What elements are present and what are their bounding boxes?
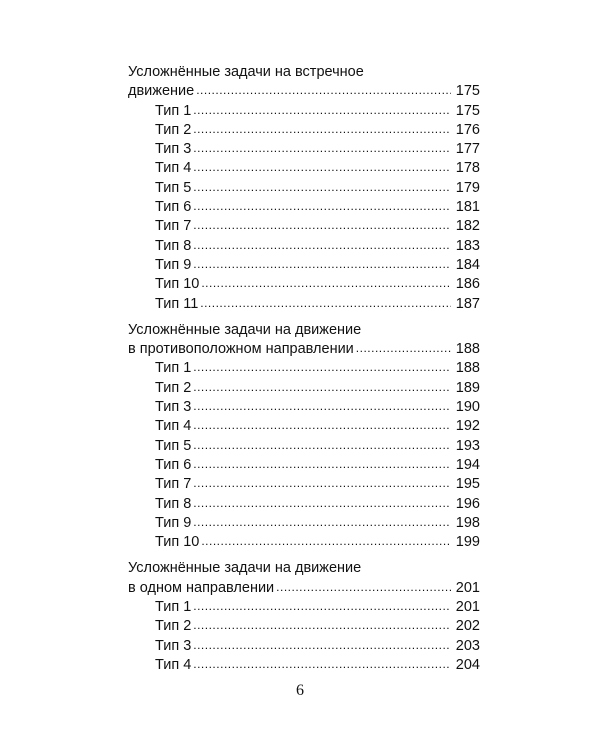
toc-entry <box>128 102 480 121</box>
dot-leader <box>193 636 451 655</box>
toc-entry <box>128 417 480 436</box>
section-heading-entry <box>128 82 480 101</box>
entry-page-number: 176 <box>455 121 480 138</box>
entry-label: Тип 7 <box>155 476 192 493</box>
toc-entry <box>128 256 480 275</box>
entry-page-number: 202 <box>455 618 480 635</box>
entry-page-number: 178 <box>455 160 480 177</box>
entry-label: Тип 2 <box>155 618 192 635</box>
toc-entry <box>128 198 480 217</box>
entry-label: Тип 3 <box>155 399 192 416</box>
entry-page-number: 192 <box>455 418 480 435</box>
section-title: Усложнённые задачи на движение <box>128 560 362 577</box>
entry-label: Тип 10 <box>155 534 200 551</box>
dot-leader <box>356 339 451 358</box>
entry-label: Тип 5 <box>155 437 192 454</box>
toc-entry <box>128 359 480 378</box>
section-title: Усложнённые задачи на встречное <box>128 64 364 80</box>
entry-page-number: 186 <box>455 276 480 293</box>
toc-entry <box>128 217 480 236</box>
section-page-number: 201 <box>455 579 480 596</box>
entry-page-number: 195 <box>455 476 480 493</box>
dot-leader <box>193 513 451 532</box>
entry-page-number: 177 <box>455 141 480 158</box>
entry-page-number: 188 <box>455 360 480 377</box>
dot-leader <box>201 274 451 293</box>
entry-label: Тип 8 <box>155 495 192 512</box>
entry-page-number: 190 <box>455 399 480 416</box>
dot-leader <box>276 578 451 597</box>
section-title-continued: движение <box>128 83 195 100</box>
dot-leader <box>193 139 451 158</box>
entry-label: Тип 3 <box>155 637 192 654</box>
entry-page-number: 194 <box>455 456 480 473</box>
dot-leader <box>193 494 451 513</box>
toc-section <box>128 559 480 675</box>
entry-label: Тип 6 <box>155 199 192 216</box>
entry-label: Тип 4 <box>155 160 192 177</box>
toc-section <box>128 63 480 314</box>
section-title-continued: в противоположном направлении <box>128 341 354 358</box>
entry-page-number: 201 <box>455 599 480 616</box>
dot-leader <box>193 397 451 416</box>
toc-entry <box>128 656 480 675</box>
toc-entry <box>128 140 480 159</box>
toc-entry <box>128 475 480 494</box>
entry-page-number: 204 <box>455 656 480 673</box>
toc-entry <box>128 237 480 256</box>
dot-leader <box>193 616 451 635</box>
toc-entry <box>128 617 480 636</box>
section-page-number: 175 <box>455 83 480 100</box>
toc-section <box>128 321 480 553</box>
entry-page-number: 193 <box>455 437 480 454</box>
entry-label: Тип 1 <box>155 102 192 119</box>
dot-leader <box>193 597 451 616</box>
toc-entry <box>128 179 480 198</box>
toc-entry <box>128 456 480 475</box>
entry-page-number: 199 <box>455 534 480 551</box>
entry-label: Тип 2 <box>155 379 192 396</box>
dot-leader <box>193 101 451 120</box>
section-page-number: 188 <box>455 341 480 358</box>
dot-leader <box>196 81 451 100</box>
entry-label: Тип 9 <box>155 514 192 531</box>
entry-label: Тип 9 <box>155 256 192 273</box>
toc-entry <box>128 295 480 314</box>
entry-page-number: 187 <box>455 295 480 312</box>
section-heading-entry <box>128 579 480 598</box>
entry-label: Тип 7 <box>155 218 192 235</box>
dot-leader <box>193 255 451 274</box>
entry-page-number: 179 <box>455 179 480 196</box>
dot-leader <box>193 120 451 139</box>
toc-entry <box>128 121 480 140</box>
dot-leader <box>193 455 451 474</box>
dot-leader <box>193 158 451 177</box>
entry-page-number: 181 <box>455 199 480 216</box>
toc-entry <box>128 495 480 514</box>
section-heading-entry <box>128 340 480 359</box>
entry-label: Тип 6 <box>155 456 192 473</box>
entry-label: Тип 5 <box>155 179 192 196</box>
dot-leader <box>193 197 451 216</box>
section-title-continued: в одном направлении <box>128 579 275 596</box>
toc-entry <box>128 437 480 456</box>
dot-leader <box>200 294 451 313</box>
dot-leader <box>193 378 451 397</box>
section-title: Усложнённые задачи на движение <box>128 321 362 338</box>
entry-label: Тип 1 <box>155 360 192 377</box>
entry-label: Тип 10 <box>155 276 200 293</box>
toc-entry <box>128 533 480 552</box>
entry-label: Тип 1 <box>155 599 192 616</box>
dot-leader <box>193 474 451 493</box>
entry-page-number: 182 <box>455 218 480 235</box>
table-of-contents <box>128 63 480 682</box>
dot-leader <box>193 655 451 674</box>
dot-leader <box>193 358 451 377</box>
entry-page-number: 198 <box>455 514 480 531</box>
toc-entry <box>128 598 480 617</box>
toc-entry <box>128 398 480 417</box>
dot-leader <box>193 416 451 435</box>
toc-entry <box>128 275 480 294</box>
toc-entry <box>128 514 480 533</box>
toc-entry <box>128 637 480 656</box>
entry-label: Тип 4 <box>155 656 192 673</box>
entry-label: Тип 8 <box>155 237 192 254</box>
dot-leader <box>193 236 451 255</box>
page-number: 6 <box>296 682 304 699</box>
entry-page-number: 203 <box>455 637 480 654</box>
toc-entry <box>128 159 480 178</box>
entry-page-number: 189 <box>455 379 480 396</box>
entry-page-number: 196 <box>455 495 480 512</box>
dot-leader <box>193 436 451 455</box>
dot-leader <box>193 216 451 235</box>
entry-label: Тип 11 <box>155 295 199 312</box>
dot-leader <box>193 178 451 197</box>
entry-label: Тип 3 <box>155 141 192 158</box>
dot-leader <box>201 532 451 551</box>
entry-page-number: 183 <box>455 237 480 254</box>
entry-label: Тип 4 <box>155 418 192 435</box>
entry-label: Тип 2 <box>155 121 192 138</box>
toc-entry <box>128 379 480 398</box>
entry-page-number: 184 <box>455 256 480 273</box>
entry-page-number: 175 <box>455 102 480 119</box>
